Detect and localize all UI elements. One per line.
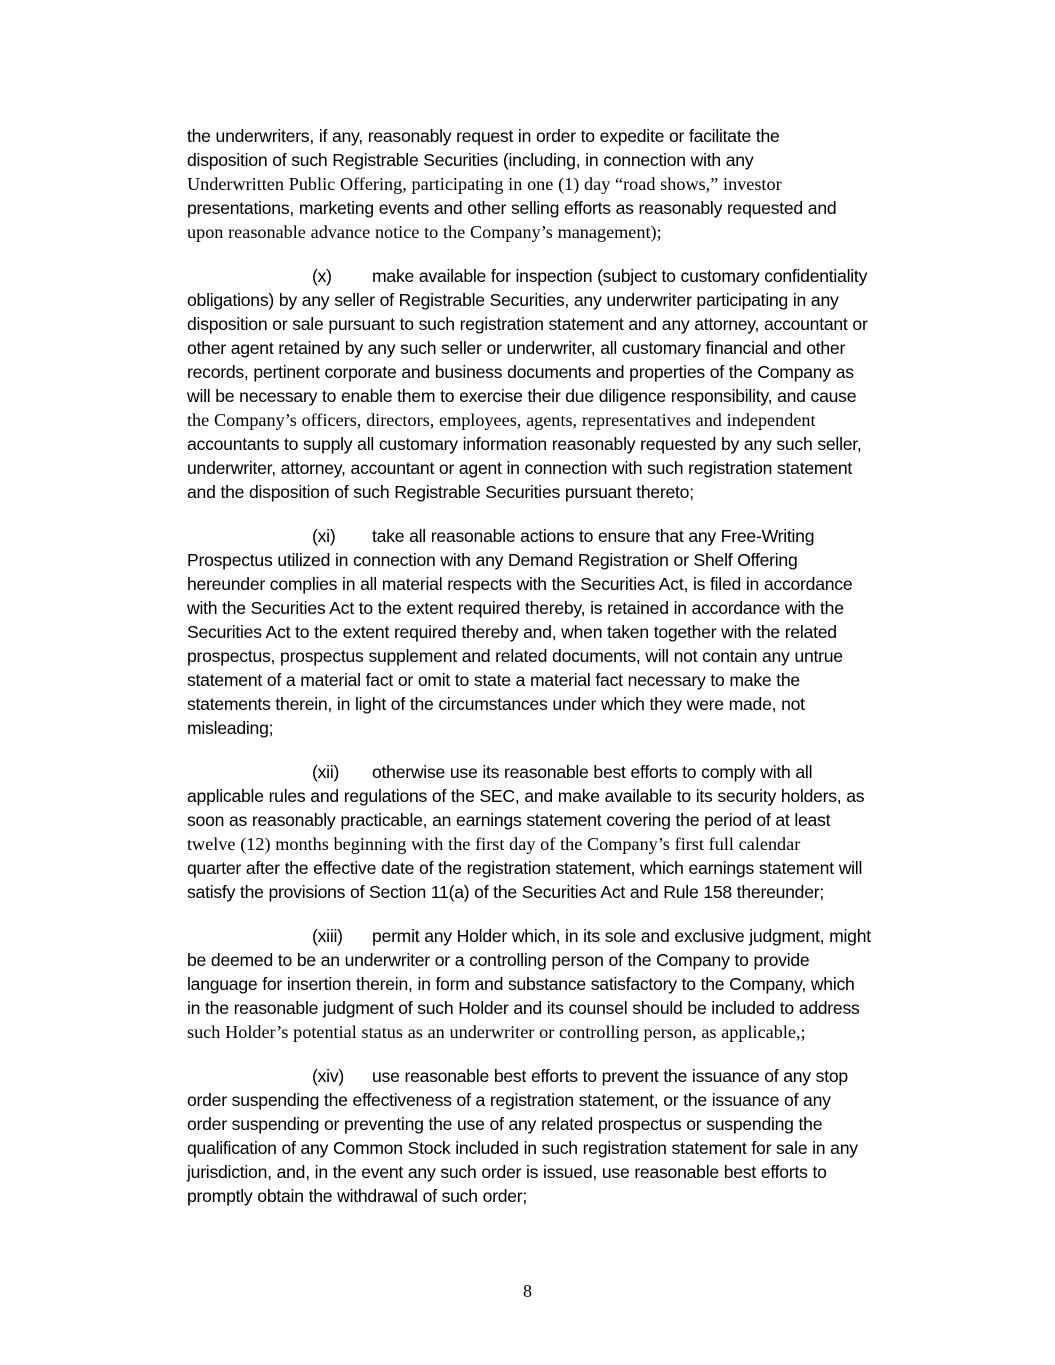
text-line: applicable rules and regulations of the SEC, and make available to its security holders, as bbox=[187, 786, 865, 806]
text-line: obligations) by any seller of Registrable Securities, any underwriter participating in any bbox=[187, 290, 839, 310]
clause-first-line bbox=[187, 1064, 933, 1088]
text-line: misleading; bbox=[187, 718, 274, 738]
text-line: Securities Act to the extent required thereby and, when taken together with the related bbox=[187, 622, 837, 642]
text-line: promptly obtain the withdrawal of such order; bbox=[187, 1186, 528, 1206]
text-line: the underwriters, if any, reasonably request in order to expedite or facilitate the bbox=[187, 126, 780, 146]
text-line: order suspending the effectiveness of a registration statement, or the issuance of any bbox=[187, 1090, 831, 1110]
clause-xii bbox=[187, 760, 933, 904]
text-line: underwriter, attorney, accountant or agent in connection with such registration statement bbox=[187, 458, 852, 478]
clause-lead-text: use reasonable best efforts to prevent the issuance of any stop bbox=[372, 1066, 848, 1086]
clause-first-line bbox=[187, 760, 933, 784]
clause-number: (xiv) bbox=[312, 1066, 344, 1086]
text-line: disposition or sale pursuant to such registration statement and any attorney, accountant or bbox=[187, 314, 868, 334]
clause-xiv bbox=[187, 1064, 933, 1208]
text-line: such Holder’s potential status as an underwriter or controlling person, as applicable,; bbox=[187, 1022, 806, 1042]
text-line: prospectus, prospectus supplement and related documents, will not contain any untrue bbox=[187, 646, 843, 666]
clause-first-line bbox=[187, 924, 933, 948]
text-line: quarter after the effective date of the registration statement, which earnings statement will bbox=[187, 858, 863, 878]
text-line: in the reasonable judgment of such Holder and its counsel should be included to address bbox=[187, 998, 860, 1018]
clause-xi bbox=[187, 524, 933, 740]
clause-lead-text: permit any Holder which, in its sole and exclusive judgment, might bbox=[372, 926, 871, 946]
text-line: order suspending or preventing the use of any related prospectus or suspending the bbox=[187, 1114, 823, 1134]
text-line: disposition of such Registrable Securities (including, in connection with any bbox=[187, 150, 754, 170]
text-line: records, pertinent corporate and business documents and properties of the Company as bbox=[187, 362, 854, 382]
clause-x bbox=[187, 264, 933, 504]
text-line: satisfy the provisions of Section 11(a) of the Securities Act and Rule 158 thereunder; bbox=[187, 882, 824, 902]
text-line: the Company’s officers, directors, employees, agents, representatives and independent bbox=[187, 410, 816, 430]
text-line: with the Securities Act to the extent required thereby, is retained in accordance with the bbox=[187, 598, 844, 618]
text-line: statements therein, in light of the circumstances under which they were made, not bbox=[187, 694, 805, 714]
clause-first-line bbox=[187, 524, 933, 548]
clause-number: (x) bbox=[312, 266, 332, 286]
clause-number: (xi) bbox=[312, 526, 336, 546]
text-line: language for insertion therein, in form and substance satisfactory to the Company, which bbox=[187, 974, 855, 994]
text-line: presentations, marketing events and other selling efforts as reasonably requested and bbox=[187, 198, 837, 218]
text-line: will be necessary to enable them to exercise their due diligence responsibility, and cause bbox=[187, 386, 857, 406]
text-line: other agent retained by any such seller or underwriter, all customary financial and other bbox=[187, 338, 846, 358]
text-line: jurisdiction, and, in the event any such order is issued, use reasonable best efforts to bbox=[187, 1162, 827, 1182]
clause-first-line bbox=[187, 264, 933, 288]
text-line: soon as reasonably practicable, an earnings statement covering the period of at least bbox=[187, 810, 831, 830]
text-line: be deemed to be an underwriter or a controlling person of the Company to provide bbox=[187, 950, 810, 970]
text-line: accountants to supply all customary information reasonably requested by any such seller, bbox=[187, 434, 862, 454]
clause-number: (xii) bbox=[312, 762, 340, 782]
text-line: upon reasonable advance notice to the Company’s management); bbox=[187, 222, 662, 242]
text-line: statement of a material fact or omit to state a material fact necessary to make the bbox=[187, 670, 800, 690]
text-line: twelve (12) months beginning with the first day of the Company’s first full calendar bbox=[187, 834, 801, 854]
text-line: and the disposition of such Registrable Securities pursuant thereto; bbox=[187, 482, 694, 502]
text-line: qualification of any Common Stock included in such registration statement for sale in any bbox=[187, 1138, 858, 1158]
clause-xiii bbox=[187, 924, 933, 1044]
clause-number: (xiii) bbox=[312, 926, 343, 946]
clause-lead-text: make available for inspection (subject to customary confidentiality bbox=[372, 266, 868, 286]
page-number: 8 bbox=[523, 1281, 532, 1301]
clause-lead-text: otherwise use its reasonable best efforts to comply with all bbox=[372, 762, 813, 782]
text-line: Underwritten Public Offering, participating in one (1) day “road shows,” investor bbox=[187, 174, 782, 194]
text-line: hereunder complies in all material respects with the Securities Act, is filed in accordance bbox=[187, 574, 853, 594]
text-line: Prospectus utilized in connection with any Demand Registration or Shelf Offering bbox=[187, 550, 798, 570]
clause-lead-text: take all reasonable actions to ensure that any Free-Writing bbox=[372, 526, 815, 546]
document-body bbox=[187, 124, 933, 1228]
intro-paragraph bbox=[187, 124, 933, 244]
